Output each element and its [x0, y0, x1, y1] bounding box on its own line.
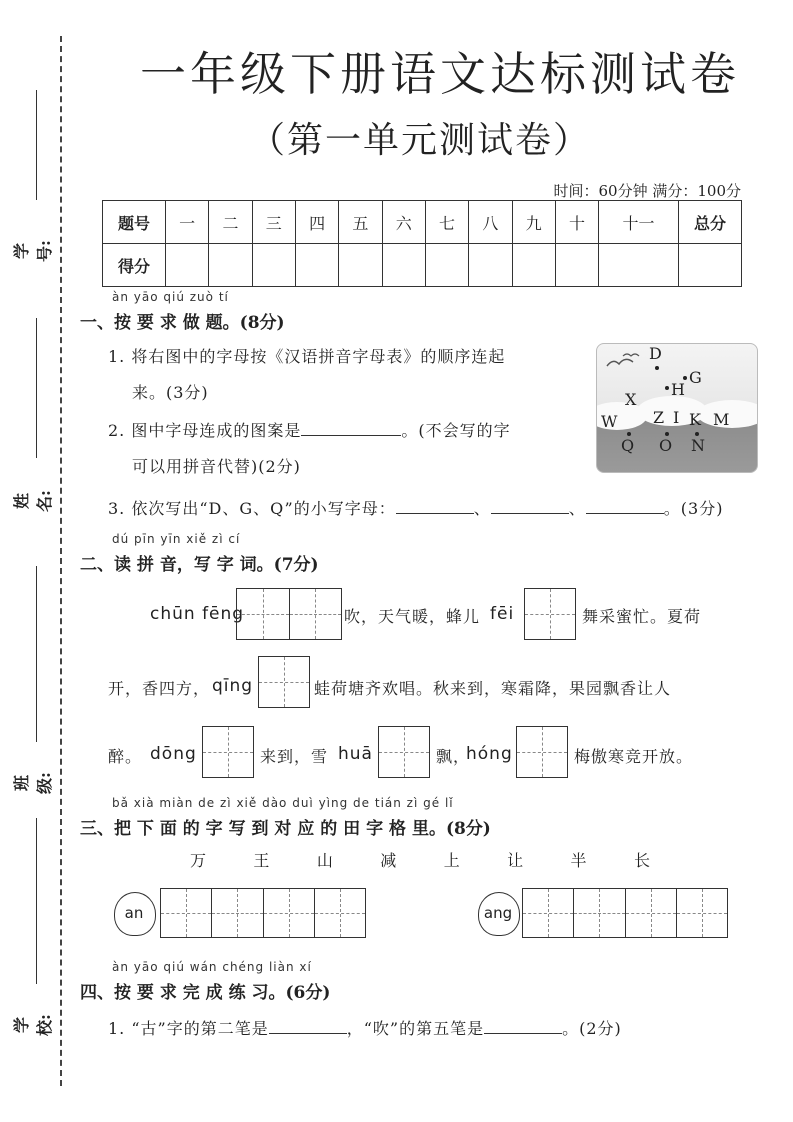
char-chang: 长 — [633, 851, 650, 870]
score-table — [102, 200, 742, 287]
char-shang: 上 — [443, 851, 460, 870]
score-cell[interactable] — [599, 244, 679, 287]
class-label: 班级: — [12, 772, 54, 794]
section2-title: 二、读 拼 音，写 字 词。(7分) — [80, 555, 319, 575]
pinyin-hong: hóng — [466, 744, 513, 764]
tianzige-chunfeng[interactable] — [236, 588, 342, 640]
letter-i: I — [673, 408, 680, 427]
s1-q3-blank-1[interactable] — [396, 497, 474, 514]
score-cell[interactable] — [209, 244, 252, 287]
score-cell[interactable] — [166, 244, 209, 287]
s4-q1-text-a: 1. “古”字的第二笔是 — [108, 1019, 269, 1038]
s4-q1-blank-2[interactable] — [484, 1017, 562, 1034]
school-label: 学校: — [12, 1014, 54, 1036]
col-8: 八 — [469, 201, 512, 244]
page-subtitle: （第一单元测试卷） — [248, 120, 591, 161]
score-cell[interactable] — [295, 244, 338, 287]
tianzige-hong[interactable] — [516, 726, 568, 778]
s1-q2-line1 — [108, 418, 511, 441]
s1-q3-line — [108, 496, 723, 519]
pinyin-fei: fēi — [490, 604, 515, 624]
col-4: 四 — [295, 201, 338, 244]
dot — [695, 432, 699, 436]
col-7: 七 — [425, 201, 468, 244]
letter-n: N — [691, 436, 705, 455]
tianzige-ang-row[interactable] — [522, 888, 728, 938]
pinyin-chunfeng: chūn fēng — [150, 604, 245, 624]
char-rang: 让 — [507, 851, 524, 870]
section2-pinyin: dú pīn yīn xiě zì cí — [112, 532, 241, 546]
col-9: 九 — [512, 201, 555, 244]
penguin-an — [108, 890, 160, 936]
score-cell[interactable] — [425, 244, 468, 287]
student-no-field[interactable] — [36, 90, 37, 200]
page-title: 一年级下册语文达标测试卷 — [140, 47, 740, 101]
char-shan: 山 — [316, 851, 333, 870]
char-ban: 半 — [570, 851, 587, 870]
score-cell[interactable] — [512, 244, 555, 287]
letter-connect-picture — [596, 343, 758, 473]
s1-q2-line2: 可以用拼音代替)(2分) — [132, 457, 301, 476]
s2-text-1: 吹，天气暖，蜂儿 — [344, 607, 481, 626]
s2-text-6: 来到，雪 — [260, 747, 329, 766]
section1-pinyin: àn yāo qiú zuò tí — [112, 290, 229, 304]
section3-pinyin: bǎ xià miàn de zì xiě dào duì yìng de tián zì gé lǐ — [112, 796, 454, 810]
time-score-info: 时间：60分钟 满分：100分 — [553, 182, 741, 200]
dot — [665, 432, 669, 436]
penguin-an-label: an — [124, 904, 144, 922]
tianzige-fei[interactable] — [524, 588, 576, 640]
letter-m: M — [713, 410, 730, 429]
s4-q1-text-c: 。(2分) — [562, 1019, 622, 1038]
s2-text-5: 醉。 — [108, 747, 143, 766]
col-3: 三 — [252, 201, 295, 244]
col-11: 十一 — [599, 201, 679, 244]
col-5: 五 — [339, 201, 382, 244]
tianzige-qing[interactable] — [258, 656, 310, 708]
s1-q3-blank-2[interactable] — [491, 497, 569, 514]
s4-q1-blank-1[interactable] — [269, 1017, 347, 1034]
s1-q3-end: 。(3分) — [663, 499, 724, 518]
characters-row — [190, 848, 650, 871]
score-cell[interactable] — [382, 244, 425, 287]
score-cell[interactable] — [555, 244, 598, 287]
s1-q3-blank-3[interactable] — [586, 497, 664, 514]
col-2: 二 — [209, 201, 252, 244]
class-field[interactable] — [36, 566, 37, 742]
pinyin-hua: huā — [338, 744, 373, 764]
s2-text-4: 蛙荷塘齐欢唱。秋来到，寒霜降，果园飘香让人 — [314, 679, 672, 698]
s2-text-7: 飘， — [436, 747, 471, 766]
name-label: 姓名: — [12, 490, 54, 512]
s1-q3-sep-1: 、 — [473, 499, 491, 518]
pinyin-dong: dōng — [150, 744, 197, 764]
s4-q1-line — [108, 1016, 622, 1039]
letter-w: W — [601, 412, 618, 431]
score-cell-total[interactable] — [679, 244, 742, 287]
question-number-header: 题号 — [103, 201, 166, 244]
student-no-label: 学号: — [12, 240, 54, 262]
penguin-ang-label: ang — [483, 904, 513, 922]
seagull-icon — [605, 352, 645, 374]
section4-pinyin: àn yāo qiú wán chéng liàn xí — [112, 960, 312, 974]
binding-dashed-line — [60, 36, 62, 1086]
char-wan: 万 — [190, 851, 207, 870]
col-1: 一 — [166, 201, 209, 244]
letter-h: H — [671, 380, 685, 399]
tianzige-hua[interactable] — [378, 726, 430, 778]
col-6: 六 — [382, 201, 425, 244]
section3-title: 三、把 下 面 的 字 写 到 对 应 的 田 字 格 里。(8分) — [80, 819, 491, 839]
s1-q2-blank[interactable] — [301, 419, 401, 436]
score-cell[interactable] — [339, 244, 382, 287]
letter-k: K — [689, 410, 701, 429]
char-wang: 王 — [253, 851, 270, 870]
score-table-score-row — [103, 244, 742, 287]
dot — [665, 386, 669, 390]
s2-text-3: 开，香四方， — [108, 679, 211, 698]
letter-o: O — [659, 436, 673, 455]
letter-d: D — [649, 344, 662, 363]
s1-q1-line2: 来。(3分) — [132, 383, 209, 402]
s1-q2-text-a: 2. 图中字母连成的图案是 — [108, 421, 302, 440]
penguin-ang — [472, 890, 524, 936]
letter-g: G — [689, 368, 702, 387]
char-jian: 减 — [380, 851, 397, 870]
s1-q3-text: 3. 依次写出“D、G、Q”的小写字母： — [108, 499, 396, 518]
score-row-header: 得分 — [103, 244, 166, 287]
s1-q3-sep-2: 、 — [568, 499, 586, 518]
section1-title: 一、按 要 求 做 题。(8分) — [80, 313, 285, 333]
col-10: 十 — [555, 201, 598, 244]
letter-x: X — [625, 390, 637, 409]
section4-title: 四、按 要 求 完 成 练 习。(6分) — [80, 983, 331, 1003]
s1-q2-text-b: 。(不会写的字 — [401, 421, 511, 440]
s4-q1-text-b: ，“吹”的第五笔是 — [346, 1019, 485, 1038]
s2-text-2: 舞采蜜忙。夏荷 — [582, 607, 702, 626]
letter-q: Q — [621, 436, 635, 455]
dot — [655, 366, 659, 370]
name-field[interactable] — [36, 318, 37, 458]
score-cell[interactable] — [252, 244, 295, 287]
total-header: 总分 — [679, 201, 742, 244]
dot — [627, 432, 631, 436]
tianzige-dong[interactable] — [202, 726, 254, 778]
school-field[interactable] — [36, 818, 37, 984]
s1-q1-line1: 1. 将右图中的字母按《汉语拼音字母表》的顺序连起 — [108, 347, 506, 366]
score-table-header-row — [103, 201, 742, 244]
tianzige-an-row[interactable] — [160, 888, 366, 938]
s2-text-8: 梅傲寒竞开放。 — [574, 747, 694, 766]
letter-z: Z — [653, 408, 665, 427]
score-cell[interactable] — [469, 244, 512, 287]
pinyin-qing: qīng — [212, 676, 254, 696]
